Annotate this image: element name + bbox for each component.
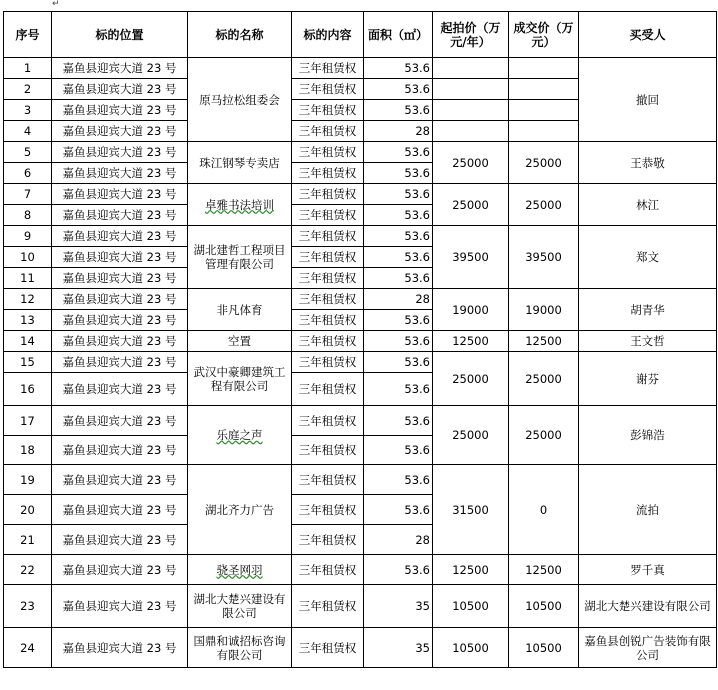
- name-text: 卓雅书法培训: [205, 197, 274, 212]
- row-buyer-cell: 王恭敬: [579, 142, 717, 184]
- row-location-cell: 嘉鱼县迎宾大道 23 号: [52, 184, 188, 205]
- row-location-cell: 嘉鱼县迎宾大道 23 号: [52, 495, 188, 525]
- row-area-cell: 53.6: [364, 331, 433, 352]
- row-deal-price-cell: 12500: [509, 555, 579, 585]
- row-name-cell: [188, 226, 292, 289]
- row-start-price-cell: [433, 58, 509, 79]
- row-area-cell: 53.6: [364, 373, 433, 406]
- row-buyer-cell: 王文哲: [579, 331, 717, 352]
- auction-results-table: [3, 11, 717, 668]
- row-location-cell: 嘉鱼县迎宾大道 23 号: [52, 525, 188, 555]
- table-row: [4, 331, 717, 352]
- table-row: [4, 289, 717, 310]
- row-start-price-cell: [433, 121, 509, 142]
- row-start-price-cell: 31500: [433, 465, 509, 555]
- header-area: 面积（㎡）: [364, 12, 433, 58]
- row-name-cell: [188, 184, 292, 226]
- name-text: 湖北齐力广告: [205, 502, 274, 517]
- row-area-cell: 53.6: [364, 205, 433, 226]
- row-area-cell: 53.6: [364, 100, 433, 121]
- row-location-cell: 嘉鱼县迎宾大道 23 号: [52, 121, 188, 142]
- header-row: [4, 12, 717, 58]
- row-location-cell: 嘉鱼县迎宾大道 23 号: [52, 58, 188, 79]
- row-content-cell: 三年租赁权: [292, 555, 364, 585]
- row-content-cell: 三年租赁权: [292, 121, 364, 142]
- row-area-cell: 53.6: [364, 58, 433, 79]
- row-start-price-cell: 25000: [433, 184, 509, 226]
- row-area-cell: 53.6: [364, 555, 433, 585]
- row-location-cell: 嘉鱼县迎宾大道 23 号: [52, 268, 188, 289]
- name-text: 非凡体育: [216, 302, 263, 317]
- row-content-cell: 三年租赁权: [292, 331, 364, 352]
- row-deal-price-cell: 25000: [509, 406, 579, 465]
- name-text: 乐庭之声: [216, 428, 263, 442]
- row-content-cell: 三年租赁权: [292, 163, 364, 184]
- row-location-cell: 嘉鱼县迎宾大道 23 号: [52, 226, 188, 247]
- row-buyer-cell: 郑文: [579, 226, 717, 289]
- table-row: [4, 226, 717, 247]
- row-seq-cell: 9: [4, 226, 52, 247]
- row-deal-price-cell: 25000: [509, 142, 579, 184]
- row-start-price-cell: 10500: [433, 628, 509, 668]
- table-row: [4, 628, 717, 668]
- row-location-cell: 嘉鱼县迎宾大道 23 号: [52, 142, 188, 163]
- row-area-cell: 28: [364, 525, 433, 555]
- row-location-cell: 嘉鱼县迎宾大道 23 号: [52, 331, 188, 352]
- row-area-cell: 53.6: [364, 142, 433, 163]
- row-deal-price-cell: 25000: [509, 352, 579, 406]
- row-buyer-cell: 林江: [579, 184, 717, 226]
- row-location-cell: 嘉鱼县迎宾大道 23 号: [52, 555, 188, 585]
- row-location-cell: 嘉鱼县迎宾大道 23 号: [52, 352, 188, 373]
- row-content-cell: 三年租赁权: [292, 226, 364, 247]
- row-location-cell: 嘉鱼县迎宾大道 23 号: [52, 100, 188, 121]
- row-buyer-cell: 彭锦浩: [579, 406, 717, 465]
- row-name-cell: [188, 352, 292, 406]
- row-seq-cell: 4: [4, 121, 52, 142]
- row-content-cell: 三年租赁权: [292, 628, 364, 668]
- row-area-cell: 53.6: [364, 436, 433, 465]
- row-seq-cell: 15: [4, 352, 52, 373]
- row-area-cell: 53.6: [364, 465, 433, 495]
- row-name-cell: [188, 465, 292, 555]
- table-row: [4, 406, 717, 436]
- row-content-cell: 三年租赁权: [292, 58, 364, 79]
- name-text: 空置: [228, 334, 251, 348]
- header-deal-price: 成交价（万元）: [509, 12, 579, 58]
- row-area-cell: 53.6: [364, 352, 433, 373]
- row-deal-price-cell: [509, 121, 579, 142]
- row-location-cell: 嘉鱼县迎宾大道 23 号: [52, 628, 188, 668]
- row-area-cell: 53.6: [364, 226, 433, 247]
- row-location-cell: 嘉鱼县迎宾大道 23 号: [52, 310, 188, 331]
- row-buyer-cell: 嘉鱼县创锐广告装饰有限公司: [579, 628, 717, 668]
- row-name-cell: [188, 585, 292, 628]
- row-seq-cell: 19: [4, 465, 52, 495]
- row-content-cell: 三年租赁权: [292, 100, 364, 121]
- row-content-cell: 三年租赁权: [292, 436, 364, 465]
- row-content-cell: 三年租赁权: [292, 205, 364, 226]
- name-text: 湖北大楚兴建设有限公司: [193, 592, 286, 620]
- row-area-cell: 53.6: [364, 495, 433, 525]
- row-location-cell: 嘉鱼县迎宾大道 23 号: [52, 289, 188, 310]
- row-content-cell: 三年租赁权: [292, 310, 364, 331]
- row-content-cell: 三年租赁权: [292, 495, 364, 525]
- row-seq-cell: 11: [4, 268, 52, 289]
- row-seq-cell: 1: [4, 58, 52, 79]
- row-seq-cell: 23: [4, 585, 52, 628]
- name-text: 原马拉松组委会: [199, 92, 280, 107]
- row-area-cell: 53.6: [364, 268, 433, 289]
- row-location-cell: 嘉鱼县迎宾大道 23 号: [52, 465, 188, 495]
- row-start-price-cell: 12500: [433, 331, 509, 352]
- row-content-cell: 三年租赁权: [292, 585, 364, 628]
- row-deal-price-cell: [509, 58, 579, 79]
- row-content-cell: 三年租赁权: [292, 465, 364, 495]
- table-row: [4, 555, 717, 585]
- row-area-cell: 35: [364, 585, 433, 628]
- row-area-cell: 53.6: [364, 79, 433, 100]
- row-deal-price-cell: 19000: [509, 289, 579, 331]
- row-start-price-cell: [433, 79, 509, 100]
- row-deal-price-cell: 25000: [509, 184, 579, 226]
- row-location-cell: 嘉鱼县迎宾大道 23 号: [52, 373, 188, 406]
- row-area-cell: 53.6: [364, 184, 433, 205]
- row-seq-cell: 10: [4, 247, 52, 268]
- row-seq-cell: 2: [4, 79, 52, 100]
- table-row: [4, 184, 717, 205]
- row-buyer-cell: 罗千真: [579, 555, 717, 585]
- row-start-price-cell: [433, 100, 509, 121]
- name-text: 骁圣网羽: [216, 562, 263, 577]
- row-deal-price-cell: 39500: [509, 226, 579, 289]
- row-location-cell: 嘉鱼县迎宾大道 23 号: [52, 436, 188, 465]
- name-text: 武汉中豪卿建筑工程有限公司: [193, 364, 286, 393]
- row-name-cell: [188, 142, 292, 184]
- row-content-cell: 三年租赁权: [292, 289, 364, 310]
- name-text: 国鼎和诚招标咨询有限公司: [193, 633, 286, 662]
- row-seq-cell: 3: [4, 100, 52, 121]
- row-deal-price-cell: 12500: [509, 331, 579, 352]
- name-text: 湖北建哲工程项目管理有限公司: [193, 243, 286, 271]
- row-seq-cell: 18: [4, 436, 52, 465]
- row-area-cell: 28: [364, 121, 433, 142]
- row-seq-cell: 20: [4, 495, 52, 525]
- row-start-price-cell: 10500: [433, 585, 509, 628]
- row-location-cell: 嘉鱼县迎宾大道 23 号: [52, 163, 188, 184]
- row-buyer-cell: 湖北大楚兴建设有限公司: [579, 585, 717, 628]
- row-area-cell: 53.6: [364, 310, 433, 331]
- row-seq-cell: 12: [4, 289, 52, 310]
- header-content: 标的内容: [292, 12, 364, 58]
- header-seq: 序号: [4, 12, 52, 58]
- row-name-cell: [188, 406, 292, 465]
- row-start-price-cell: 25000: [433, 406, 509, 465]
- row-seq-cell: 22: [4, 555, 52, 585]
- table-row: [4, 585, 717, 628]
- row-seq-cell: 8: [4, 205, 52, 226]
- row-location-cell: 嘉鱼县迎宾大道 23 号: [52, 406, 188, 436]
- row-location-cell: 嘉鱼县迎宾大道 23 号: [52, 79, 188, 100]
- row-area-cell: 53.6: [364, 406, 433, 436]
- row-seq-cell: 7: [4, 184, 52, 205]
- row-seq-cell: 16: [4, 373, 52, 406]
- row-start-price-cell: 25000: [433, 352, 509, 406]
- table-row: [4, 352, 717, 373]
- row-content-cell: 三年租赁权: [292, 373, 364, 406]
- row-name-cell: [188, 628, 292, 668]
- row-name-cell: [188, 58, 292, 142]
- row-name-cell: [188, 331, 292, 352]
- row-buyer-cell: 胡青华: [579, 289, 717, 331]
- row-content-cell: 三年租赁权: [292, 352, 364, 373]
- row-content-cell: 三年租赁权: [292, 268, 364, 289]
- header-start-price: 起拍价（万元/年）: [433, 12, 509, 58]
- row-deal-price-cell: 10500: [509, 585, 579, 628]
- row-name-cell: [188, 555, 292, 585]
- row-deal-price-cell: 0: [509, 465, 579, 555]
- row-content-cell: 三年租赁权: [292, 525, 364, 555]
- header-buyer: 买受人: [579, 12, 717, 58]
- row-seq-cell: 5: [4, 142, 52, 163]
- row-seq-cell: 13: [4, 310, 52, 331]
- row-start-price-cell: 12500: [433, 555, 509, 585]
- row-area-cell: 28: [364, 289, 433, 310]
- row-start-price-cell: 39500: [433, 226, 509, 289]
- row-area-cell: 35: [364, 628, 433, 668]
- row-seq-cell: 17: [4, 406, 52, 436]
- name-text: 珠江钢琴专卖店: [199, 155, 280, 170]
- row-seq-cell: 21: [4, 525, 52, 555]
- row-content-cell: 三年租赁权: [292, 142, 364, 163]
- row-name-cell: [188, 289, 292, 331]
- row-buyer-cell: 谢芬: [579, 352, 717, 406]
- row-content-cell: 三年租赁权: [292, 406, 364, 436]
- row-location-cell: 嘉鱼县迎宾大道 23 号: [52, 205, 188, 226]
- row-area-cell: 53.6: [364, 247, 433, 268]
- table-row: [4, 58, 717, 79]
- row-deal-price-cell: [509, 79, 579, 100]
- row-buyer-cell: 撤回: [579, 58, 717, 142]
- paragraph-mark: ↵: [52, 0, 60, 9]
- row-content-cell: 三年租赁权: [292, 247, 364, 268]
- row-start-price-cell: 19000: [433, 289, 509, 331]
- row-deal-price-cell: 10500: [509, 628, 579, 668]
- row-seq-cell: 14: [4, 331, 52, 352]
- row-content-cell: 三年租赁权: [292, 79, 364, 100]
- table-row: [4, 142, 717, 163]
- row-buyer-cell: 流拍: [579, 465, 717, 555]
- row-location-cell: 嘉鱼县迎宾大道 23 号: [52, 247, 188, 268]
- header-name: 标的名称: [188, 12, 292, 58]
- header-location: 标的位置: [52, 12, 188, 58]
- row-deal-price-cell: [509, 100, 579, 121]
- row-start-price-cell: 25000: [433, 142, 509, 184]
- table-row: [4, 465, 717, 495]
- row-location-cell: 嘉鱼县迎宾大道 23 号: [52, 585, 188, 628]
- row-seq-cell: 24: [4, 628, 52, 668]
- row-seq-cell: 6: [4, 163, 52, 184]
- row-content-cell: 三年租赁权: [292, 184, 364, 205]
- row-area-cell: 53.6: [364, 163, 433, 184]
